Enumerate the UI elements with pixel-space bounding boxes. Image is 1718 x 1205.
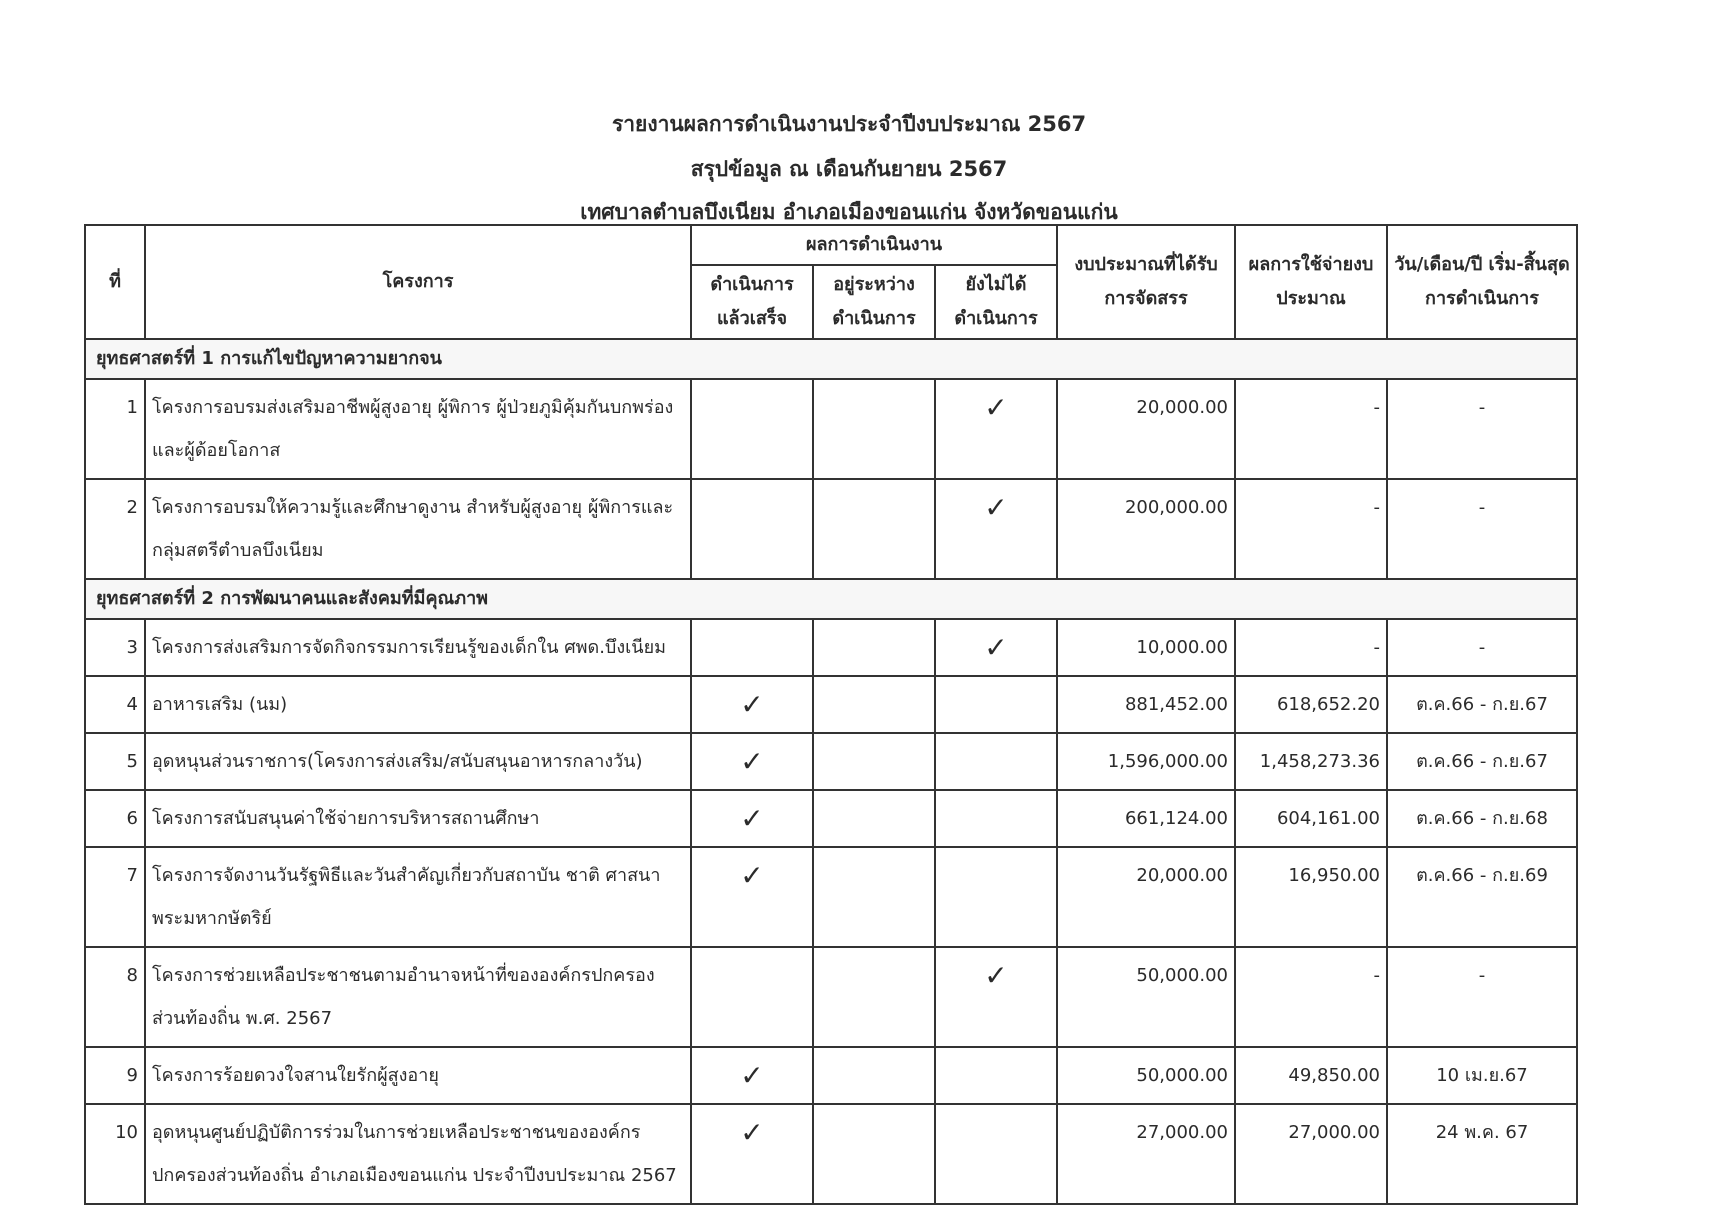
status-not-started-cell: ✓: [935, 379, 1057, 479]
budget-spent: 1,458,273.36: [1235, 733, 1387, 790]
status-done-cell: ✓: [691, 790, 813, 847]
status-in-progress-cell: [813, 379, 935, 479]
project-name: อุดหนุนศูนย์ปฏิบัติการร่วมในการช่วยเหลือประชาชนขององค์กรปกครองส่วนท้องถิ่น อำเภอเมืองขอนแก่น ประจำปีงบประมาณ 2567: [145, 1104, 691, 1204]
date-range: -: [1387, 379, 1577, 479]
table-row: [85, 1104, 1577, 1204]
header-project: โครงการ: [145, 225, 691, 339]
status-done-cell: [691, 379, 813, 479]
table-header: [85, 225, 1577, 339]
budget-allocated: 20,000.00: [1057, 379, 1235, 479]
strategy-row: [85, 339, 1577, 379]
budget-spent: 16,950.00: [1235, 847, 1387, 947]
strategy-label: ยุทธศาสตร์ที่ 2 การพัฒนาคนและสังคมที่มีคุณภาพ: [85, 579, 1577, 619]
date-range: ต.ค.66 - ก.ย.67: [1387, 733, 1577, 790]
table-row: [85, 619, 1577, 676]
status-done-cell: ✓: [691, 1104, 813, 1204]
project-name: โครงการช่วยเหลือประชาชนตามอำนาจหน้าที่ขององค์กรปกครองส่วนท้องถิ่น พ.ศ. 2567: [145, 947, 691, 1047]
strategy-label: ยุทธศาสตร์ที่ 1 การแก้ไขปัญหาความยากจน: [85, 339, 1577, 379]
date-range: 10 เม.ย.67: [1387, 1047, 1577, 1104]
header-no: ที่: [85, 225, 145, 339]
row-number: 8: [85, 947, 145, 1047]
status-in-progress-cell: [813, 947, 935, 1047]
budget-allocated: 50,000.00: [1057, 1047, 1235, 1104]
status-not-started-cell: ✓: [935, 479, 1057, 579]
project-name: โครงการอบรมส่งเสริมอาชีพผู้สูงอายุ ผู้พิการ ผู้ป่วยภูมิคุ้มกันบกพร่องและผู้ด้อยโอกาส: [145, 379, 691, 479]
budget-allocated: 27,000.00: [1057, 1104, 1235, 1204]
budget-allocated: 200,000.00: [1057, 479, 1235, 579]
budget-spent: 604,161.00: [1235, 790, 1387, 847]
header-spent: ผลการใช้จ่ายงบประมาณ: [1235, 225, 1387, 339]
status-in-progress-cell: [813, 619, 935, 676]
project-name: อุดหนุนส่วนราชการ(โครงการส่งเสริม/สนับสนุนอาหารกลางวัน): [145, 733, 691, 790]
budget-spent: 49,850.00: [1235, 1047, 1387, 1104]
status-not-started-cell: [935, 790, 1057, 847]
date-range: 24 พ.ค. 67: [1387, 1104, 1577, 1204]
date-range: -: [1387, 619, 1577, 676]
status-done-cell: ✓: [691, 1047, 813, 1104]
budget-allocated: 1,596,000.00: [1057, 733, 1235, 790]
header-in-progress: อยู่ระหว่างดำเนินการ: [813, 265, 935, 339]
project-name: โครงการจัดงานวันรัฐพิธีและวันสำคัญเกี่ยวกับสถาบัน ชาติ ศาสนา พระมหากษัตริย์: [145, 847, 691, 947]
table-row: [85, 733, 1577, 790]
status-not-started-cell: ✓: [935, 619, 1057, 676]
budget-spent: -: [1235, 379, 1387, 479]
date-range: -: [1387, 947, 1577, 1047]
status-not-started-cell: [935, 847, 1057, 947]
status-in-progress-cell: [813, 1104, 935, 1204]
report-title: รายงานผลการดำเนินงานประจำปีงบประมาณ 2567: [611, 112, 1087, 136]
date-range: ต.ค.66 - ก.ย.68: [1387, 790, 1577, 847]
budget-allocated: 50,000.00: [1057, 947, 1235, 1047]
budget-allocated: 661,124.00: [1057, 790, 1235, 847]
table-row: [85, 790, 1577, 847]
table-row: [85, 947, 1577, 1047]
row-number: 10: [85, 1104, 145, 1204]
table-row: [85, 676, 1577, 733]
status-done-cell: ✓: [691, 847, 813, 947]
report-subtitle-organization: เทศบาลตำบลบึงเนียม อำเภอเมืองขอนแก่น จังหวัดขอนแก่น: [580, 200, 1118, 224]
row-number: 5: [85, 733, 145, 790]
row-number: 6: [85, 790, 145, 847]
project-name: โครงการส่งเสริมการจัดกิจกรรมการเรียนรู้ของเด็กใน ศพด.บึงเนียม: [145, 619, 691, 676]
header-done: ดำเนินการแล้วเสร็จ: [691, 265, 813, 339]
report-subtitle-date: สรุปข้อมูล ณ เดือนกันยายน 2567: [690, 157, 1008, 181]
table-row: [85, 1047, 1577, 1104]
row-number: 3: [85, 619, 145, 676]
status-done-cell: [691, 947, 813, 1047]
header-budget: งบประมาณที่ได้รับการจัดสรร: [1057, 225, 1235, 339]
date-range: ต.ค.66 - ก.ย.67: [1387, 676, 1577, 733]
table-body: [85, 339, 1577, 1204]
date-range: -: [1387, 479, 1577, 579]
report-table: [84, 224, 1578, 1205]
budget-allocated: 881,452.00: [1057, 676, 1235, 733]
budget-spent: 618,652.20: [1235, 676, 1387, 733]
table-row: [85, 847, 1577, 947]
table-row: [85, 379, 1577, 479]
budget-spent: -: [1235, 947, 1387, 1047]
budget-allocated: 10,000.00: [1057, 619, 1235, 676]
status-in-progress-cell: [813, 1047, 935, 1104]
status-not-started-cell: [935, 1047, 1057, 1104]
header-date: วัน/เดือน/ปี เริ่ม-สิ้นสุดการดำเนินการ: [1387, 225, 1577, 339]
row-number: 7: [85, 847, 145, 947]
budget-spent: -: [1235, 619, 1387, 676]
status-not-started-cell: ✓: [935, 947, 1057, 1047]
strategy-row: [85, 579, 1577, 619]
status-not-started-cell: [935, 1104, 1057, 1204]
status-in-progress-cell: [813, 790, 935, 847]
budget-allocated: 20,000.00: [1057, 847, 1235, 947]
status-done-cell: [691, 479, 813, 579]
header-not-started: ยังไม่ได้ดำเนินการ: [935, 265, 1057, 339]
row-number: 2: [85, 479, 145, 579]
project-name: โครงการอบรมให้ความรู้และศึกษาดูงาน สำหรับผู้สูงอายุ ผู้พิการและกลุ่มสตรีตำบลบึงเนียม: [145, 479, 691, 579]
row-number: 4: [85, 676, 145, 733]
status-not-started-cell: [935, 676, 1057, 733]
status-in-progress-cell: [813, 479, 935, 579]
status-done-cell: [691, 619, 813, 676]
date-range: ต.ค.66 - ก.ย.69: [1387, 847, 1577, 947]
project-name: โครงการสนับสนุนค่าใช้จ่ายการบริหารสถานศึกษา: [145, 790, 691, 847]
status-in-progress-cell: [813, 847, 935, 947]
table-row: [85, 479, 1577, 579]
row-number: 9: [85, 1047, 145, 1104]
budget-spent: -: [1235, 479, 1387, 579]
status-done-cell: ✓: [691, 676, 813, 733]
header-result: ผลการดำเนินงาน: [691, 225, 1057, 265]
row-number: 1: [85, 379, 145, 479]
status-in-progress-cell: [813, 733, 935, 790]
project-name: อาหารเสริม (นม): [145, 676, 691, 733]
status-done-cell: ✓: [691, 733, 813, 790]
budget-spent: 27,000.00: [1235, 1104, 1387, 1204]
status-in-progress-cell: [813, 676, 935, 733]
project-name: โครงการร้อยดวงใจสานใยรักผู้สูงอายุ: [145, 1047, 691, 1104]
status-not-started-cell: [935, 733, 1057, 790]
